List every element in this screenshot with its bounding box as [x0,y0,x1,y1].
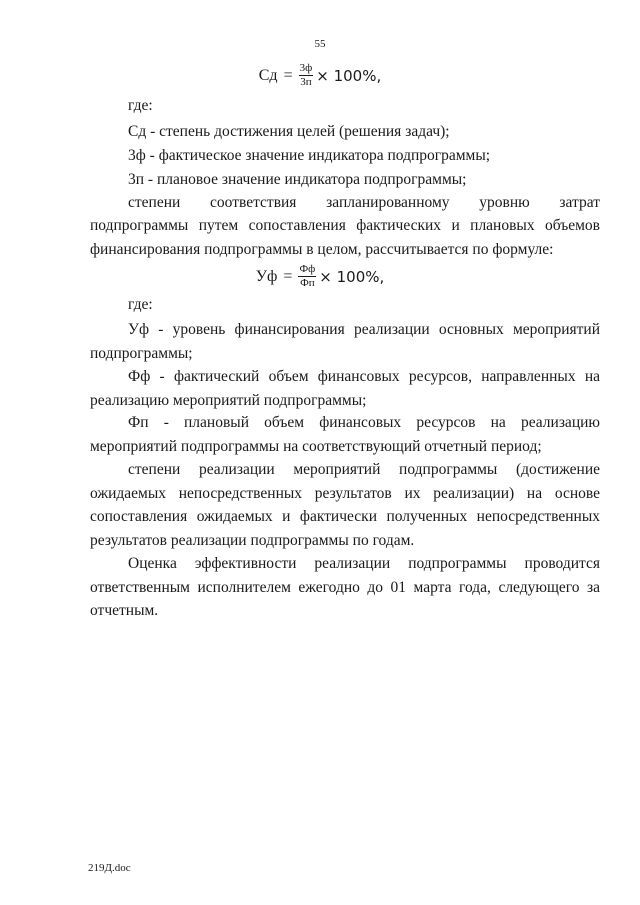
where-label: где: [128,296,153,313]
word: затрат [559,194,600,211]
formula-sd [0,62,640,89]
fraction-numerator: Фф [299,263,316,275]
definition-text: Фф - фактический объем финансовых ресурсов, направленных на реализацию мероприятий подпрограммы; [90,368,600,409]
formula-multiplier: × 100%, [319,267,385,286]
definition-paragraph [90,318,600,365]
fraction-denominator: Фп [300,277,315,289]
word: степени [128,194,181,211]
word: запланированному [326,194,450,211]
word: уровню [479,194,530,211]
paragraph-continuation: подпрограммы путем сопоставления фактических и плановых объемов финансирования подпрограммы в целом, рассчитывается по формуле: [90,217,600,258]
word: соответствия [210,194,297,211]
formula-fraction [299,62,314,89]
definition-line: Сд - степень достижения целей (решения задач); [128,123,450,140]
fraction-denominator: 3п [300,76,312,88]
definition-line: 3ф - фактическое значение индикатора подпрограммы; [128,147,491,164]
formula-equals: = [283,267,293,285]
definition-paragraph [90,365,600,412]
fraction-numerator: 3ф [299,62,313,74]
formula-uf [0,263,640,290]
paragraph-first-line [128,193,600,213]
final-text: Оценка эффективности реализации подпрограммы проводится ответственным исполнителем ежегодно до 01 марта года, следующего за отчетным. [90,555,600,619]
definition-paragraph [90,411,600,458]
definition-paragraph [90,458,600,552]
formula-equals: = [283,66,293,84]
definition-text: степени реализации мероприятий подпрограммы (достижение ожидаемых непосредственных результатов их реализации) на основе сопоставления ожидаемых и фактически полученных непосредственных результатов реализации подпрограммы по годам. [90,461,600,549]
final-paragraph [90,552,600,623]
formula-lhs: Сд [258,66,278,84]
formula-lhs: Уф [255,267,278,285]
formula-multiplier: × 100%, [316,66,382,85]
where-label: где: [128,97,153,114]
definition-text: Уф - уровень финансирования реализации основных мероприятий подпрограммы; [90,321,600,362]
footer-filename: 219Д.doc [88,862,131,874]
definition-line: 3п - плановое значение индикатора подпрограммы; [128,171,467,188]
page-number: 55 [314,38,326,50]
formula-fraction [298,263,316,290]
definition-text: Фп - плановый объем финансовых ресурсов на реализацию мероприятий подпрограммы на соответствующий отчетный период; [90,414,600,455]
